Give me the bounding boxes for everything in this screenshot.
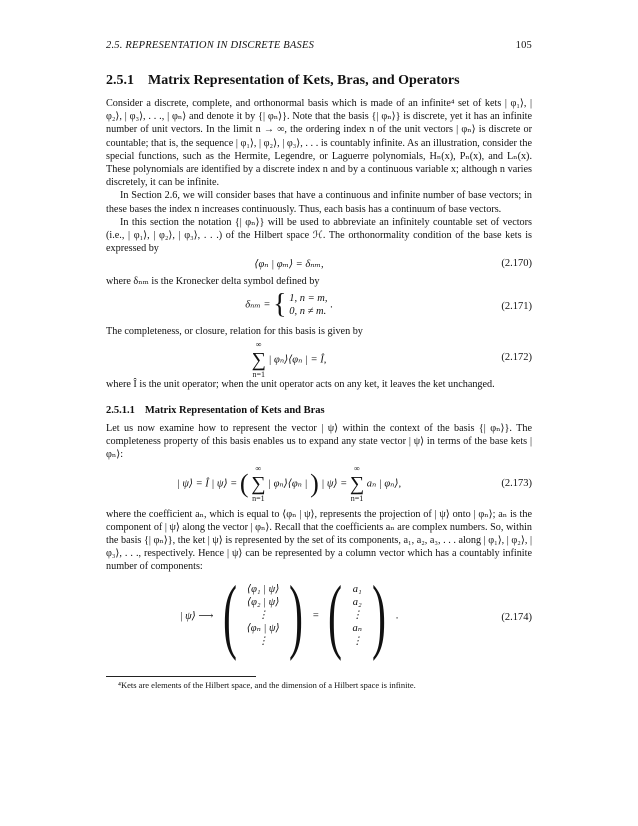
section-number: 2.5.1 [106, 73, 134, 88]
equation-2174: | ψ⟩ ⟶ ( ⟨φ₁ | ψ⟩ ⟨φ₂ | ψ⟩ ⋮ ⟨φₙ | ψ⟩ ⋮ ) = ( a₁ a₂ ⋮ aₙ ⋮ ) . (2.174) [179, 568, 532, 662]
subsection-heading [106, 405, 532, 416]
footnote-rule [106, 676, 256, 677]
subsection-title: Matrix Representation of Kets and Bras [144, 405, 325, 417]
column-vector-projections: ⟨φ₁ | ψ⟩ ⟨φ₂ | ψ⟩ ⋮ ⟨φₙ | ψ⟩ ⋮ [246, 584, 280, 648]
subsection-number: 2.5.1.1 [106, 405, 135, 417]
running-head-title: 2.5. REPRESENTATION IN DISCRETE BASES [106, 40, 315, 51]
equation-2170-body: ⟨φₙ | φₘ⟩ = δₙₘ, [254, 259, 324, 271]
equation-2174-lhs: | ψ⟩ ⟶ [179, 610, 214, 622]
section-title: Matrix Representation of Kets, Bras, and Operators [148, 73, 460, 88]
equation-2171-tail: . [330, 299, 333, 311]
equation-2174-number: (2.174) [501, 611, 532, 623]
paragraph-coefficients: where the coefficient aₙ, which is equal to ⟨φₙ | ψ⟩, represents the projection of | ψ⟩ onto | φₙ⟩; aₙ is the component of | ψ⟩ along the vector | φₙ⟩. Recall that the coefficients aₙ are complex numbers. So, within the basis {| φₙ⟩}, the ket | ψ⟩ is represented by the set of its components, a₁, a₂, a₃, . . . along | φ₁⟩, | φ₂⟩, | φ₃⟩, . . ., respectively. Hence | ψ⟩ can be represented by a column vector which has a countably infinite number of components: [106, 508, 532, 573]
equation-2173-mid: | ψ⟩ = [321, 478, 348, 490]
text-unit-operator: where Î is the unit operator; when the unit operator acts on any ket, it leaves the ket unchanged. [106, 378, 495, 390]
left-brace: { [273, 288, 287, 320]
equation-2171-cases [289, 292, 327, 318]
equation-2172-number: (2.172) [501, 351, 532, 363]
text-completeness: The completeness, or closure, relation for this basis is given by [106, 325, 363, 337]
column-vector-components: a₁ a₂ ⋮ aₙ ⋮ [352, 584, 363, 648]
equation-2173-left: | ψ⟩ = Î | ψ⟩ = [176, 478, 238, 490]
case-not-equal: 0, n ≠ m. [289, 305, 327, 317]
equation-2170 [106, 255, 532, 275]
running-head [106, 40, 532, 51]
footnote: ⁴Kets are elements of the Hilbert space, and the dimension of a Hilbert space is infinite. [118, 679, 416, 690]
paragraph-intro: Consider a discrete, complete, and orthonormal basis which is made of an infinite⁴ set of kets | φ₁⟩, | φ₂⟩, | φ₃⟩, . . ., | φₙ⟩ and denote it by {| φₙ⟩}. Note that the basis {| φₙ⟩} is discrete, yet it has an infinite number of unit vectors. In the limit n → ∞, the ordering index n of the unit vectors | φₙ⟩ is discrete or countable; that is, the sequence | φ₁⟩, | φ₂⟩, | φ₃⟩, . . . is countably infinite. As an illustration, consider the special functions, such as the Hermite, Legendre, or Laguerre polynomials, Hₙ(x), Pₙ(x), and Lₙ(x). These polynomials are identified by a discrete index n and by a continuous variable x; although n varies discretely, it can be infinite. [106, 98, 532, 189]
paragraph-continuous: In Section 2.6, we will consider bases that have a continuous and infinite number of base vectors; in these bases the index n increases continuously. Thus, each basis has a continuum of base vectors. [106, 190, 532, 215]
equation-2171 [106, 289, 532, 325]
equation-2173-inner: | φₙ⟩⟨φₙ | [268, 478, 308, 490]
section-heading [106, 73, 532, 89]
equation-2173-right: aₙ | φₙ⟩, [366, 478, 402, 490]
sum-symbol-inner: ∞ ∑ n=1 [251, 463, 266, 503]
page-number: 105 [515, 40, 532, 51]
sum-symbol-outer: ∞ ∑ n=1 [349, 463, 365, 503]
equation-2171-lhs: δₙₘ = [245, 299, 271, 311]
equation-2172-body: | φₙ⟩⟨φₙ | = Î, [268, 354, 327, 366]
equation-2173: | ψ⟩ = Î | ψ⟩ = ( ∞ ∑ n=1 | φₙ⟩⟨φₙ | ) | ψ⟩ = ∞ ∑ n=1 aₙ | φₙ⟩, (2.173) [176, 463, 532, 503]
equation-2171-number: (2.171) [501, 300, 532, 312]
equation-2173-number: (2.173) [501, 477, 532, 489]
paragraph-notation: In this section the notation {| φₙ⟩} will be used to abbreviate an infinitely countable set of vectors (i.e., | φ₁⟩, | φ₂⟩, | φ₃⟩, . . .) of the Hilbert space ℋ. The orthonormality condition of the base kets is expressed by [106, 216, 532, 255]
paragraph-kets: Let us now examine how to represent the vector | ψ⟩ within the context of the basis {| φₙ⟩}. The completeness property of this basis enables us to expand any state vector | ψ⟩ in terms of the base kets | φₙ⟩: [106, 423, 532, 461]
text-kronecker: where δₙₘ is the Kronecker delta symbol defined by [106, 276, 320, 288]
equation-2174-equals: = [312, 610, 319, 622]
sum-symbol: ∞ ∑ n=1 [251, 339, 266, 379]
equation-2172 [106, 338, 532, 378]
page [106, 40, 532, 690]
case-equal: 1, n = m, [289, 292, 328, 304]
equation-2174-tail: . [395, 610, 399, 622]
equation-2170-number: (2.170) [501, 258, 532, 270]
